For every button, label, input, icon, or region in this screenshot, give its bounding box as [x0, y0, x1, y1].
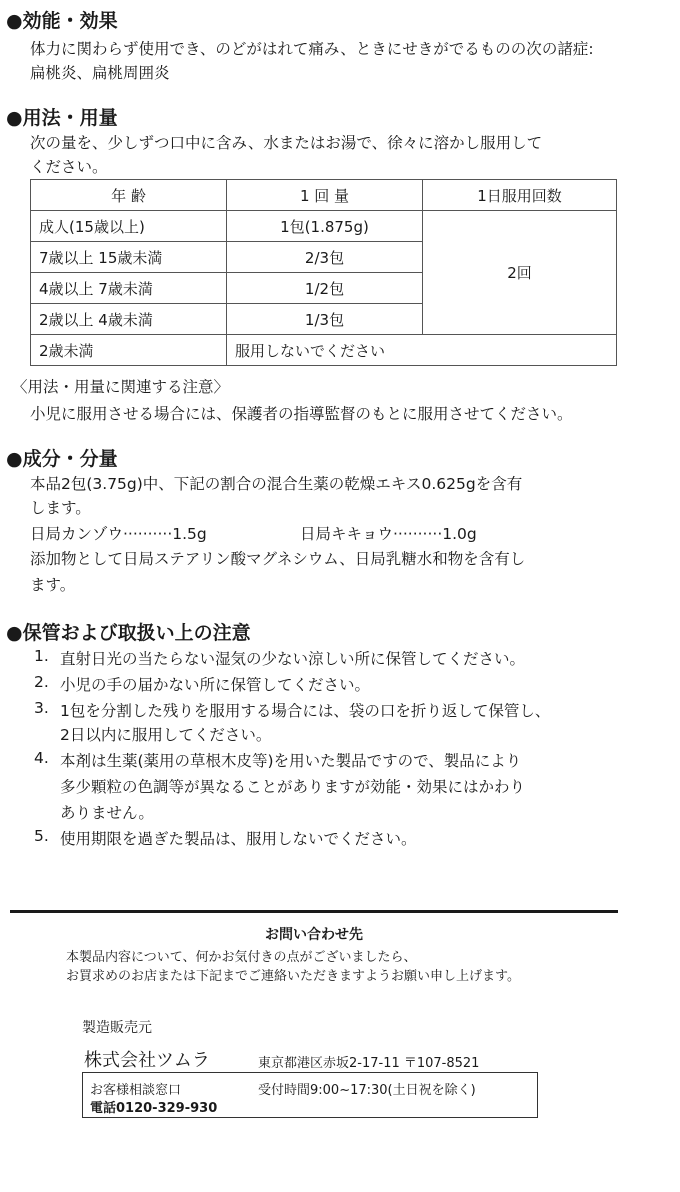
row-note: 服用しないでください [227, 335, 617, 366]
maker-label: 製造販売元 [82, 1020, 152, 1036]
usage-caution-text: 小児に服用させる場合には、保護者の指導監督のもとに服用させてください。 [30, 405, 573, 423]
storage-item-text: 使用期限を過ぎた製品は、服用しないでください。 [60, 830, 417, 848]
table-header-row [31, 180, 617, 211]
times-per-day: 2回 [423, 211, 617, 335]
storage-item-text: 2日以内に服用してください。 [60, 726, 272, 744]
table-row [31, 211, 617, 242]
row-dose: 1/3包 [227, 304, 423, 335]
storage-item-text: 1包を分割した残りを服用する場合には、袋の口を折り返して保管し、 [60, 702, 551, 720]
row-dose: 2/3包 [227, 242, 423, 273]
ingredients-heading: ●成分・分量 [6, 448, 118, 470]
usage-heading: ●用法・用量 [6, 107, 118, 129]
contact-line2: お買求めのお店または下記までご連絡いただきますようお願い申し上げます。 [66, 969, 520, 984]
efficacy-heading: ●効能・効果 [6, 10, 118, 32]
contact-heading: お問い合わせ先 [265, 927, 363, 943]
table-row-under2 [31, 335, 617, 366]
usage-caution-heading: 〈用法・用量に関連する注意〉 [12, 378, 230, 396]
company-name: 株式会社ツムラ [84, 1050, 210, 1071]
row-dose: 1/2包 [227, 273, 423, 304]
ingredient-kikyou: 日局キキョウ··········1.0g [300, 525, 477, 543]
storage-item-number: 3. [34, 699, 49, 717]
storage-item-text: 小児の手の届かない所に保管してください。 [60, 676, 371, 694]
company-address: 東京都港区赤坂2-17-11 〒107-8521 [258, 1056, 480, 1071]
section-divider [10, 910, 618, 913]
desk-label: お客様相談窓口 [90, 1083, 182, 1098]
header-dose: 1 回 量 [227, 180, 423, 211]
storage-item-number: 1. [34, 647, 49, 665]
desk-phone: 電話0120-329-930 [90, 1101, 218, 1116]
storage-heading: ●保管および取扱い上の注意 [6, 622, 251, 644]
ingredients-line1: 本品2包(3.75g)中、下記の割合の混合生薬の乾燥エキス0.625gを含有 [30, 475, 523, 493]
storage-item-number: 5. [34, 827, 49, 845]
usage-text-line2: ください。 [30, 158, 108, 176]
desk-hours: 受付時間9:00~17:30(土日祝を除く) [258, 1083, 476, 1098]
storage-item-text: ありません。 [60, 804, 154, 822]
efficacy-text-line1: 体力に関わらず使用でき、のどがはれて痛み、ときにせきがでるものの次の諸症: [30, 40, 594, 58]
efficacy-text-line2: 扁桃炎、扁桃周囲炎 [30, 64, 170, 82]
row-age: 2歳以上 4歳未満 [31, 304, 227, 335]
row-age: 7歳以上 15歳未満 [31, 242, 227, 273]
storage-item-number: 2. [34, 673, 49, 691]
dosage-table [30, 179, 617, 366]
row-age: 2歳未満 [31, 335, 227, 366]
ingredient-kanzou: 日局カンゾウ··········1.5g [30, 525, 207, 543]
storage-item-text: 本剤は生薬(薬用の草根木皮等)を用いた製品ですので、製品により [60, 752, 522, 770]
ingredients-line4: ます。 [30, 576, 76, 594]
usage-text-line1: 次の量を、少しずつ口中に含み、水またはお湯で、徐々に溶かし服用して [30, 134, 543, 152]
row-dose: 1包(1.875g) [227, 211, 423, 242]
ingredients-line2: します。 [30, 499, 91, 517]
header-age: 年 齢 [31, 180, 227, 211]
storage-item-text: 多少顆粒の色調等が異なることがありますが効能・効果にはかわり [60, 778, 526, 796]
contact-line1: 本製品内容について、何かお気付きの点がございましたら、 [66, 950, 417, 965]
storage-item-text: 直射日光の当たらない湿気の少ない涼しい所に保管してください。 [60, 650, 526, 668]
row-age: 成人(15歳以上) [31, 211, 227, 242]
ingredients-line3: 添加物として日局ステアリン酸マグネシウム、日局乳糖水和物を含有し [30, 550, 526, 568]
header-times: 1日服用回数 [423, 180, 617, 211]
row-age: 4歳以上 7歳未満 [31, 273, 227, 304]
storage-item-number: 4. [34, 749, 49, 767]
